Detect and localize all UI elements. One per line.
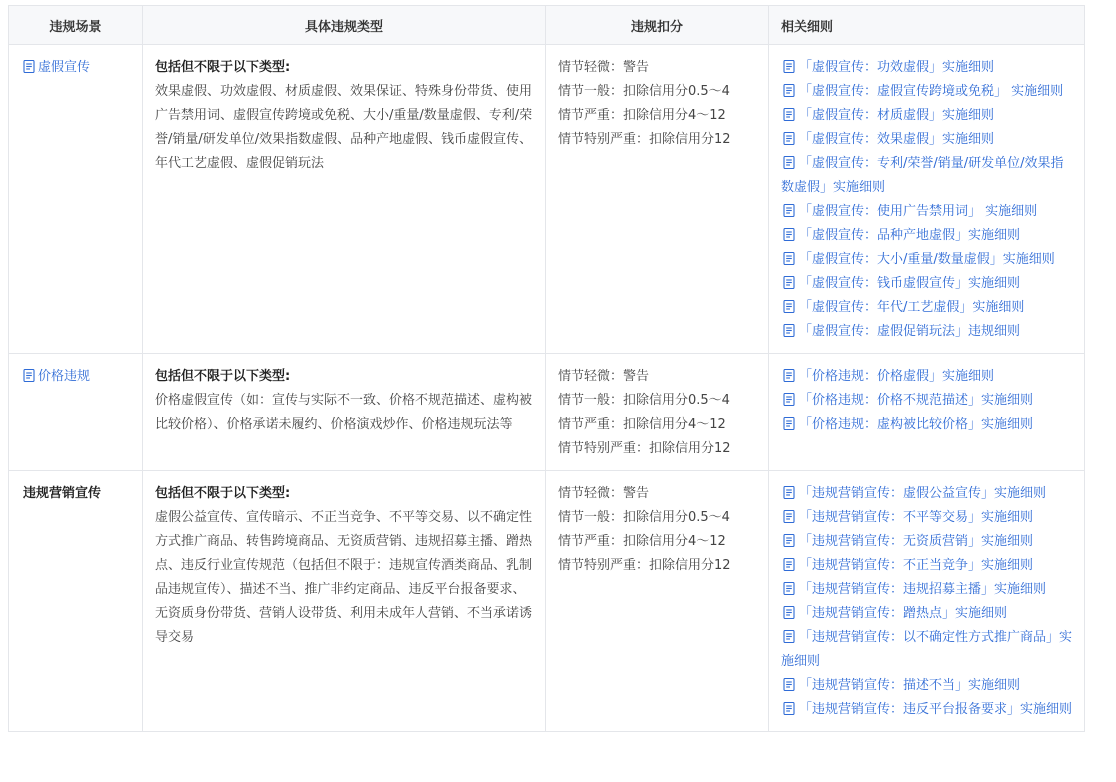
penalty-cell [546, 45, 769, 354]
rule-label: 「虚假宣传：功效虚假」实施细则 [799, 60, 995, 75]
document-icon [783, 84, 795, 97]
type-cell [143, 471, 546, 732]
rule-link[interactable] [781, 320, 1072, 344]
header-rules: 相关细则 [769, 6, 1085, 45]
rule-link[interactable] [781, 272, 1072, 296]
rule-link[interactable] [781, 674, 1072, 698]
penalty-item: 情节一般：扣除信用分0.5～4 [558, 393, 730, 408]
rule-link[interactable] [781, 128, 1072, 152]
rule-label: 「违规营销宣传：描述不当」实施细则 [799, 678, 1021, 693]
penalty-item: 情节轻微：警告 [558, 369, 650, 384]
header-type: 具体违规类型 [143, 6, 546, 45]
rule-label: 「违规营销宣传：以不确定性方式推广商品」实施细则 [781, 630, 1073, 669]
penalty-item: 情节严重：扣除信用分4～12 [558, 108, 726, 123]
penalty-item: 情节轻微：警告 [558, 486, 650, 501]
penalty-item: 情节一般：扣除信用分0.5～4 [558, 510, 730, 525]
rule-label: 「违规营销宣传：不平等交易」实施细则 [799, 510, 1034, 525]
rules-cell [769, 45, 1085, 354]
document-icon [783, 60, 795, 73]
rule-link[interactable] [781, 626, 1072, 674]
document-icon [783, 534, 795, 547]
table-row [9, 471, 1085, 732]
table-row [9, 45, 1085, 354]
penalty-item: 情节轻微：警告 [558, 60, 650, 75]
rule-link[interactable] [781, 152, 1072, 200]
rule-link[interactable] [781, 200, 1072, 224]
rule-label: 「虚假宣传：材质虚假」实施细则 [799, 108, 995, 123]
violation-rules-table [8, 5, 1085, 732]
document-icon [783, 204, 795, 217]
rule-label: 「价格违规：价格虚假」实施细则 [799, 369, 995, 384]
rule-link[interactable] [781, 698, 1072, 722]
rule-label: 「违规营销宣传：不正当竞争」实施细则 [799, 558, 1034, 573]
rule-label: 「违规营销宣传：违规招募主播」实施细则 [799, 582, 1047, 597]
rule-link[interactable] [781, 296, 1072, 320]
rule-link[interactable] [781, 482, 1072, 506]
rule-link[interactable] [781, 530, 1072, 554]
header-penalty: 违规扣分 [546, 6, 769, 45]
rule-label: 「虚假宣传：年代/工艺虚假」实施细则 [799, 300, 1025, 315]
document-icon [783, 417, 795, 430]
document-icon [783, 678, 795, 691]
scene-cell [9, 471, 143, 732]
rule-label: 「违规营销宣传：蹭热点」实施细则 [799, 606, 1008, 621]
scene-label: 违规营销宣传 [23, 486, 102, 501]
rule-label: 「虚假宣传：虚假宣传跨境或免税」 实施细则 [799, 84, 1064, 99]
penalty-item: 情节一般：扣除信用分0.5～4 [558, 84, 730, 99]
type-list: 效果虚假、功效虚假、材质虚假、效果保证、特殊身份带货、使用广告禁用词、虚假宣传跨境或免税、大小/重量/数量虚假、专利/荣誉/销量/研发单位/效果指数虚假、品种产地虚假、钱币虚假宣传、年代工艺虚假、虚假促销玩法 [155, 84, 533, 171]
document-icon [783, 606, 795, 619]
rules-cell [769, 354, 1085, 471]
document-icon [783, 300, 795, 313]
document-icon [783, 486, 795, 499]
type-cell [143, 354, 546, 471]
document-icon [783, 324, 795, 337]
scene-cell [9, 354, 143, 471]
rule-label: 「价格违规：价格不规范描述」实施细则 [799, 393, 1034, 408]
type-list: 价格虚假宣传（如：宣传与实际不一致、价格不规范描述、虚构被比较价格）、价格承诺未履约、价格演戏炒作、价格违规玩法等 [155, 393, 533, 432]
type-cell [143, 45, 546, 354]
rule-link[interactable] [781, 578, 1072, 602]
penalty-item: 情节严重：扣除信用分4～12 [558, 417, 726, 432]
rule-label: 「违规营销宣传：无资质营销」实施细则 [799, 534, 1034, 549]
rule-link[interactable] [781, 602, 1072, 626]
scene-label: 虚假宣传 [38, 60, 91, 75]
penalty-item: 情节特别严重：扣除信用分12 [558, 558, 731, 573]
type-title: 包括但不限于以下类型: [155, 369, 291, 384]
rule-label: 「虚假宣传：钱币虚假宣传」实施细则 [799, 276, 1021, 291]
scene-label: 价格违规 [38, 369, 91, 384]
rule-label: 「虚假宣传：大小/重量/数量虚假」实施细则 [799, 252, 1055, 267]
penalty-item: 情节特别严重：扣除信用分12 [558, 441, 731, 456]
rule-label: 「违规营销宣传：违反平台报备要求」实施细则 [799, 702, 1073, 717]
rule-label: 「虚假宣传：专利/荣誉/销量/研发单位/效果指数虚假」实施细则 [781, 156, 1064, 195]
rule-label: 「虚假宣传：虚假促销玩法」违规细则 [799, 324, 1021, 339]
rule-link[interactable] [781, 80, 1072, 104]
table-body [9, 45, 1085, 732]
scene-link[interactable] [23, 60, 90, 75]
document-icon [783, 510, 795, 523]
table-header-row [9, 6, 1085, 45]
table-row [9, 354, 1085, 471]
type-title: 包括但不限于以下类型: [155, 486, 291, 501]
rule-label: 「价格违规：虚构被比较价格」实施细则 [799, 417, 1034, 432]
document-icon [783, 276, 795, 289]
rule-label: 「虚假宣传：品种产地虚假」实施细则 [799, 228, 1021, 243]
document-icon [783, 156, 795, 169]
rules-cell [769, 471, 1085, 732]
type-list: 虚假公益宣传、宣传暗示、不正当竞争、不平等交易、以不确定性方式推广商品、转售跨境商品、无资质营销、违规招募主播、蹭热点、违反行业宣传规范（包括但不限于：违规宣传酒类商品、乳制品违规宣传）、描述不当、推广非约定商品、违反平台报备要求、无资质身份带货、营销人设带货、利用未成年人营销、不当承诺诱导交易 [155, 510, 533, 645]
scene-cell [9, 45, 143, 354]
document-icon [23, 369, 35, 382]
rule-link[interactable] [781, 365, 1072, 389]
penalty-item: 情节严重：扣除信用分4～12 [558, 534, 726, 549]
document-icon [783, 369, 795, 382]
document-icon [783, 132, 795, 145]
document-icon [783, 108, 795, 121]
rule-link[interactable] [781, 389, 1072, 413]
scene-link[interactable] [23, 369, 90, 384]
document-icon [783, 582, 795, 595]
rule-link[interactable] [781, 104, 1072, 128]
document-icon [783, 228, 795, 241]
rule-link[interactable] [781, 413, 1072, 437]
penalty-item: 情节特别严重：扣除信用分12 [558, 132, 731, 147]
document-icon [23, 60, 35, 73]
document-icon [783, 702, 795, 715]
document-icon [783, 252, 795, 265]
rule-link[interactable] [781, 248, 1072, 272]
document-icon [783, 558, 795, 571]
rule-link[interactable] [781, 506, 1072, 530]
header-scene: 违规场景 [9, 6, 143, 45]
penalty-cell [546, 354, 769, 471]
rule-label: 「虚假宣传：使用广告禁用词」 实施细则 [799, 204, 1038, 219]
rule-label: 「虚假宣传：效果虚假」实施细则 [799, 132, 995, 147]
type-title: 包括但不限于以下类型: [155, 60, 291, 75]
document-icon [783, 393, 795, 406]
penalty-cell [546, 471, 769, 732]
rule-link[interactable] [781, 554, 1072, 578]
document-icon [783, 630, 795, 643]
rule-link[interactable] [781, 224, 1072, 248]
rule-label: 「违规营销宣传：虚假公益宣传」实施细则 [799, 486, 1047, 501]
rule-link[interactable] [781, 56, 1072, 80]
